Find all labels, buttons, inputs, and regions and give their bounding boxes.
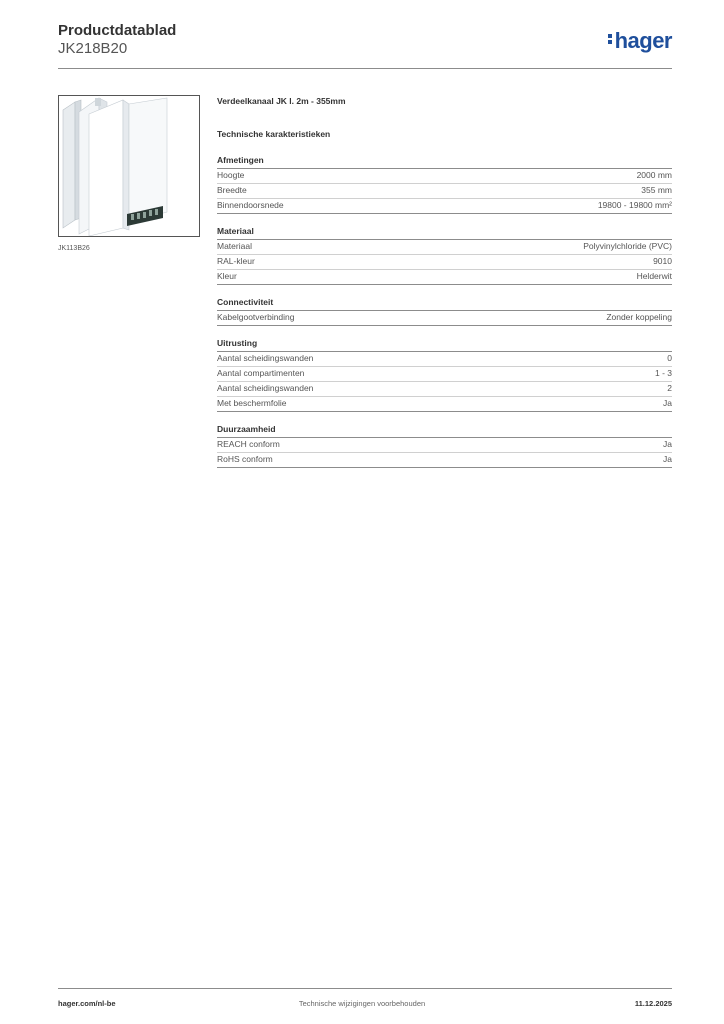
cable-duct-illustration-icon: [59, 96, 199, 236]
spec-value: 2: [667, 383, 672, 393]
spec-label: Aantal compartimenten: [217, 368, 305, 378]
section-title: Duurzaamheid: [217, 424, 672, 438]
section-duurzaamheid: [217, 424, 672, 468]
spec-value: 0: [667, 353, 672, 363]
spec-row: [217, 453, 672, 468]
section-connectiviteit: [217, 297, 672, 326]
header-divider: [58, 68, 672, 69]
spec-label: Hoogte: [217, 170, 245, 180]
spec-label: Aantal scheidingswanden: [217, 383, 314, 393]
spec-row: [217, 382, 672, 397]
spec-row: [217, 184, 672, 199]
spec-value: Ja: [663, 398, 672, 408]
spec-value: 355 mm: [641, 185, 672, 195]
spec-label: RoHS conform: [217, 454, 273, 464]
image-caption: JK113B26: [58, 245, 90, 252]
section-title: Connectiviteit: [217, 297, 672, 311]
spec-value: 2000 mm: [636, 170, 672, 180]
spec-value: 9010: [653, 256, 672, 266]
spec-label: Kleur: [217, 271, 237, 281]
spec-label: REACH conform: [217, 439, 280, 449]
section-title: Uitrusting: [217, 338, 672, 352]
product-title: Verdeelkanaal JK l. 2m - 355mm: [217, 96, 346, 106]
spec-row: [217, 199, 672, 214]
spec-row: [217, 270, 672, 285]
spec-value: Ja: [663, 439, 672, 449]
hager-logo[interactable]: [608, 28, 672, 54]
spec-value: Polyvinylchloride (PVC): [583, 241, 672, 251]
spec-label: Kabelgootverbinding: [217, 312, 295, 322]
spec-label: Met beschermfolie: [217, 398, 287, 408]
spec-value: Zonder koppeling: [606, 312, 672, 322]
spec-row: [217, 397, 672, 412]
spec-value: 19800 - 19800 mm²: [597, 200, 672, 210]
spec-label: Binnendoorsnede: [217, 200, 284, 210]
footer-divider: [58, 988, 672, 989]
spec-row: [217, 367, 672, 382]
spec-row: [217, 352, 672, 367]
spec-label: RAL-kleur: [217, 256, 255, 266]
spec-label: Aantal scheidingswanden: [217, 353, 314, 363]
spec-value: Helderwit: [636, 271, 672, 281]
section-uitrusting: [217, 338, 672, 412]
spec-row: [217, 169, 672, 184]
spec-label: Materiaal: [217, 241, 252, 251]
technical-characteristics-heading: Technische karakteristieken: [217, 129, 331, 139]
product-image: [58, 95, 200, 237]
footer-notice: Technische wijzigingen voorbehouden: [298, 999, 426, 1008]
section-afmetingen: [217, 155, 672, 214]
spec-row: [217, 240, 672, 255]
section-title: Materiaal: [217, 226, 672, 240]
product-details: [217, 96, 672, 468]
footer-date: 11.12.2025: [634, 999, 672, 1008]
spec-label: Breedte: [217, 185, 247, 195]
logo-dots-icon: [608, 32, 613, 46]
footer-website-link[interactable]: hager.com/nl-be: [58, 999, 116, 1008]
product-code: JK218B20: [58, 40, 128, 57]
spec-value: 1 - 3: [654, 368, 672, 378]
section-materiaal: [217, 226, 672, 285]
spec-row: [217, 255, 672, 270]
spec-row: [217, 311, 672, 326]
page-title: Productdatablad: [58, 22, 177, 39]
spec-value: Ja: [663, 454, 672, 464]
spec-row: [217, 438, 672, 453]
logo-text: hager: [614, 28, 672, 53]
section-title: Afmetingen: [217, 155, 672, 169]
